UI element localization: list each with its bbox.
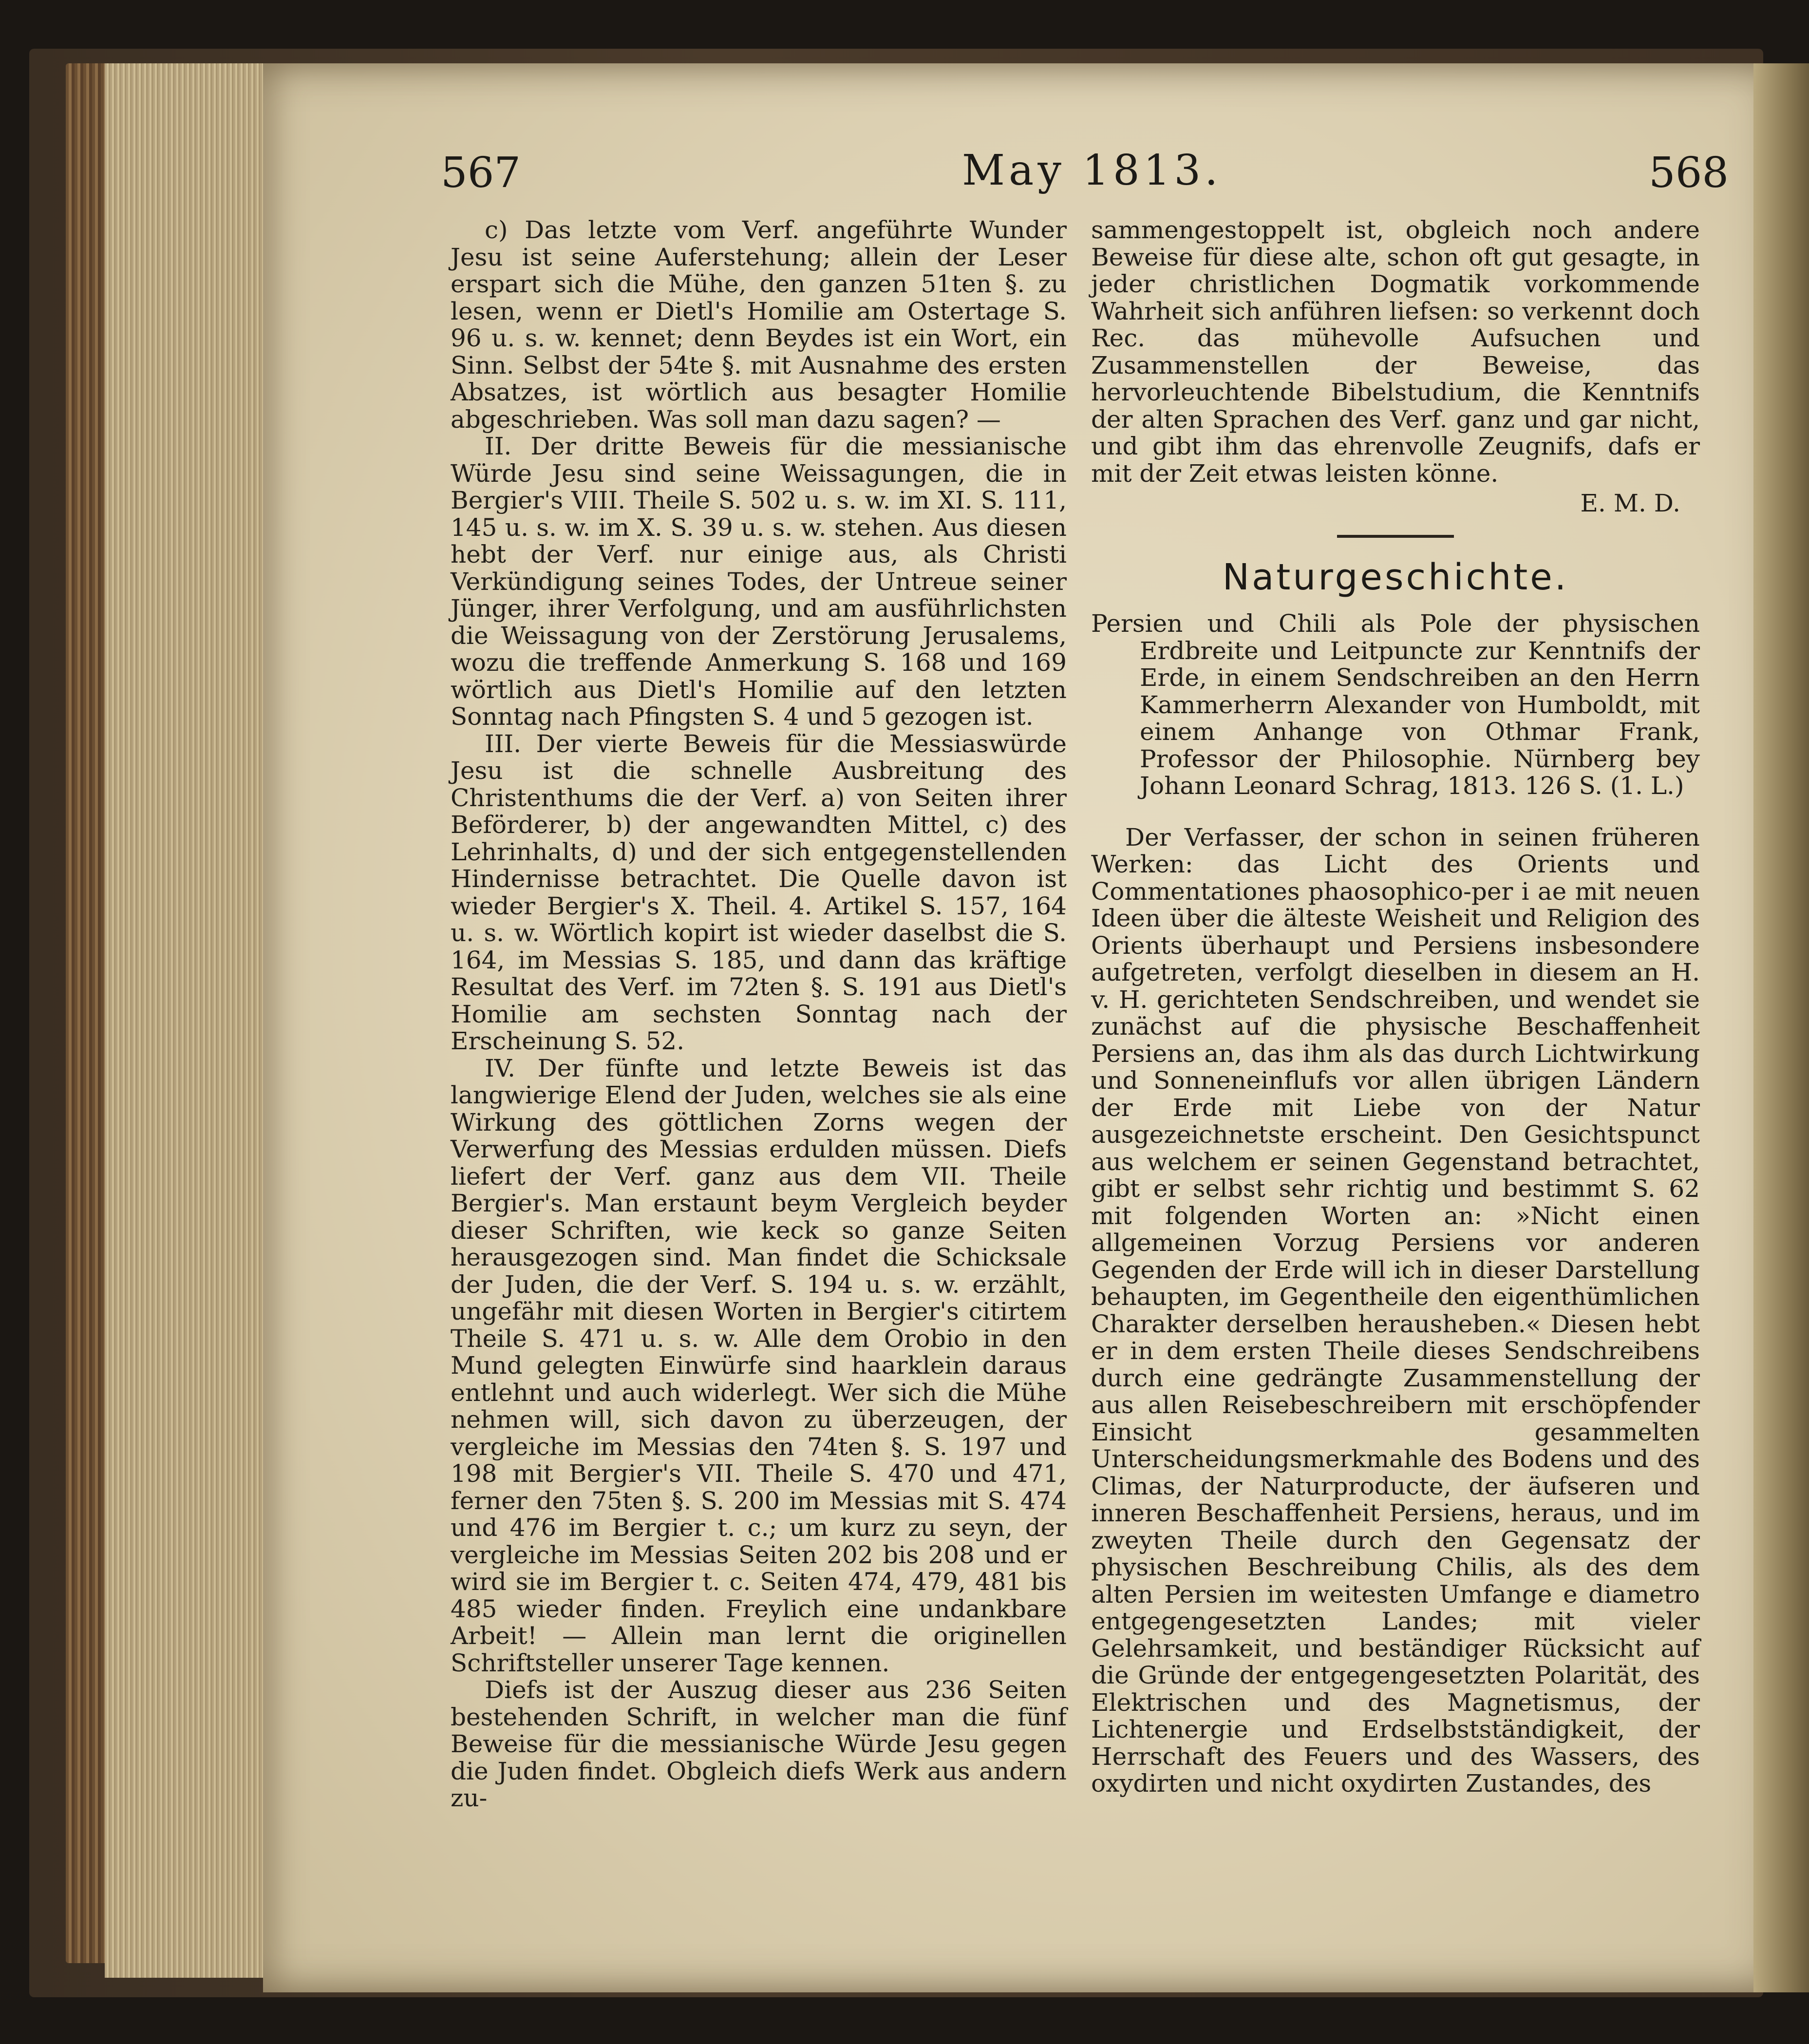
review-signature: E. M. D. — [1580, 489, 1680, 517]
bibliographic-entry: Persien und Chili als Pole der physischen Erdbreite und Leitpuncte zur Kenntnifs der Erde, in einem Sendschreiben an den Herrn Kammerherrn Alexander von Humboldt, mit einem Anhange von Othmar Frank, Professor der Philosophie. Nürnberg bey Johann Leonard Schrag, 1813. 126 S. (1. L.) — [1091, 609, 1700, 800]
right-column — [1091, 217, 1700, 1798]
review-body: Der Verfasser, der schon in seinen früheren Werken: das Licht des Orients und Commentationes phaosophico-per i ae mit neuen Ideen über die älteste Weisheit und Religion des Orients überhaupt und Persiens insbesondere aufgetreten, verfolgt dieselben in diesem an H. v. H. gerichteten Sendschreiben, und wendet sie zunächst auf die physische Beschaffenheit Persiens an, das ihm als das durch Lichtwirkung und Sonneneinflufs vor allen übrigen Ländern der Erde mit Liebe von der Natur ausgezeichnetste erscheint. Den Gesichtspunct aus welchem er seinen Gegenstand betrachtet, gibt er selbst sehr richtig und bestimmt S. 62 mit folgenden Worten an: »Nicht einen allgemeinen Vorzug Persiens vor anderen Gegenden der Erde will ich in dieser Darstellung behaupten, im Gegentheile den eigenthümlichen Charakter derselben herausheben.« Diesen hebt er in dem ersten Theile dieses Sendschreibens durch eine gedrängte Zusammenstellung der aus allen Reisebeschreibern mit erschöpfender Einsicht gesammelten Unterscheidungsmerkmahle des Bodens und des Climas, der Naturproducte, der äufseren und inneren Beschaffenheit Persiens, heraus, und im zweyten Theile durch den Gegensatz der physischen Beschreibung Chilis, als des dem alten Persien im weitesten Umfange e diametro entgegengesetzten Landes; mit vieler Gelehrsamkeit, und beständiger Rücksicht auf die Gründe der entgegengesetzten Polarität, des Elektrischen und des Magnetismus, der Lichtenergie und Erdselbstständigkeit, der Herrschaft des Feuers und des Wassers, des oxydirten und nicht oxydirten Zustandes, des — [1091, 823, 1700, 1798]
paragraph: II. Der dritte Beweis für die messianische Würde Jesu sind seine Weissagungen, die in Bergier's VIII. Theile S. 502 u. s. w. im XI. S. 111, 145 u. s. w. im X. S. 39 u. s. w. stehen. Aus diesen hebt der Verf. nur einige aus, als Christi Verkündigung seines Todes, der Untreue seiner Jünger, ihrer Verfolgung, und am ausführlichsten die Weissagung von der Zerstörung Jerusalems, wozu die treffende Anmerkung S. 168 und 169 wörtlich aus Dietl's Homilie auf den letzten Sonntag nach Pfingsten S. 4 und 5 gezogen ist. — [451, 432, 1067, 731]
book-gutter — [1753, 63, 1809, 1992]
paragraph: Diefs ist der Auszug dieser aus 236 Seiten bestehenden Schrift, in welcher man die fünf Beweise für die messianische Würde Jesu gegen die Juden findet. Obgleich diefs Werk aus andern zu- — [451, 1676, 1067, 1812]
section-divider — [1337, 535, 1454, 538]
section-title: Naturgeschichte. — [1222, 556, 1569, 598]
paragraph: III. Der vierte Beweis für die Messiaswürde Jesu ist die schnelle Ausbreitung des Christenthums die der Verf. a) von Seiten ihrer Beförderer, b) der angewandten Mittel, c) des Lehrinhalts, d) und der sich entgegenstellenden Hindernisse betrachtet. Die Quelle davon ist wieder Bergier's X. Theil. 4. Artikel S. 157, 164 u. s. w. Wörtlich kopirt ist wieder daselbst die S. 164, im Messias S. 185, und dann das kräftige Resultat des Verf. im 72ten §. S. 191 aus Dietl's Homilie am sechsten Sonntag nach der Erscheinung S. 52. — [451, 729, 1067, 1055]
paragraph: c) Das letzte vom Verf. angeführte Wunder Jesu ist seine Auferstehung; allein der Leser erspart sich die Mühe, den ganzen 51ten §. zu lesen, wenn er Dietl's Homilie am Ostertage S. 96 u. s. w. kennet; denn Beydes ist ein Wort, ein Sinn. Selbst der 54te §. mit Ausnahme des ersten Absatzes, ist wörtlich aus besagter Homilie abgeschrieben. Was soll man dazu sagen? — — [451, 216, 1067, 434]
continuation-paragraph: sammengestoppelt ist, obgleich noch andere Beweise für diese alte, schon oft gut gesagte, in jeder christlichen Dogmatik vorkommende Wahrheit sich anführen liefsen: so verkennt doch Rec. das mühevolle Aufsuchen und Zusammenstellen der Beweise, das hervorleuchtende Bibelstudium, die Kenntnifs der alten Sprachen des Verf. ganz und gar nicht, und gibt ihm das ehrenvolle Zeugnifs, dafs er mit der Zeit etwas leisten könne. — [1091, 216, 1700, 488]
left-column — [451, 217, 1067, 1812]
book-fore-edge — [66, 63, 110, 1963]
paragraph: IV. Der fünfte und letzte Beweis ist das langwierige Elend der Juden, welches sie als eine Wirkung des göttlichen Zorns wegen der Verwerfung des Messias erdulden müssen. Diefs liefert der Verf. ganz aus dem VII. Theile Bergier's. Man erstaunt beym Vergleich beyder dieser Schriften, wie keck so ganze Seiten herausgezogen sind. Man findet die Schicksale der Juden, die der Verf. S. 194 u. s. w. erzählt, ungefähr mit diesen Worten in Bergier's citirtem Theile S. 471 u. s. w. Alle dem Orobio in den Mund gelegten Einwürfe sind haarklein daraus entlehnt und auch widerlegt. Wer sich die Mühe nehmen will, sich davon zu überzeugen, der vergleiche im Messias den 74ten §. S. 197 und 198 mit Bergier's VII. Theile S. 470 und 471, ferner den 75ten §. S. 200 im Messias mit S. 474 und 476 im Bergier t. c.; um kurz zu seyn, der vergleiche im Messias Seiten 202 bis 208 und er wird sie im Bergier t. c. Seiten 474, 479, 481 bis 485 wieder finden. Freylich eine undankbare Arbeit! — Allein man lernt die originellen Schriftsteller unserer Tage kennen. — [451, 1054, 1067, 1677]
right-page-number: 568 — [1649, 149, 1729, 197]
running-title: May 1813. — [962, 146, 1222, 195]
page-stack — [105, 63, 265, 1978]
left-page-number: 567 — [441, 149, 521, 197]
